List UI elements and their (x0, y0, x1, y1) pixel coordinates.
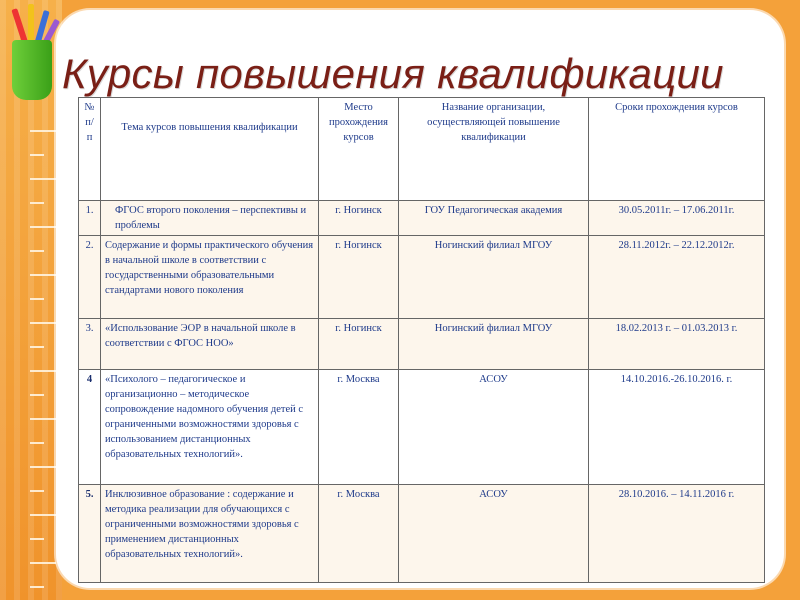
row-org: Ногинский филиал МГОУ (399, 319, 589, 370)
row-topic: Содержание и формы практического обучения в начальной школе в соответствии с государственными образовательными стандартами нового поколения (101, 236, 319, 319)
row-place: г. Москва (319, 485, 399, 583)
row-org: ГОУ Педагогическая академия (399, 201, 589, 236)
row-dates: 28.10.2016. – 14.11.2016 г. (589, 485, 765, 583)
table-row (79, 370, 765, 485)
row-topic: «Психолого – педагогическое и организационно – методическое сопровождение надомного обучения детей с ограниченными возможностями здоровья с использованием дистанционных образовательных технологий». (101, 370, 319, 485)
row-org: АСОУ (399, 370, 589, 485)
ruler-decoration (30, 130, 34, 600)
header-topic: Тема курсов повышения квалификации (101, 98, 319, 201)
row-topic: Инклюзивное образование : содержание и методика реализации для обучающихся с ограниченными возможностями здоровья с применением дистанционных образовательных технологий». (101, 485, 319, 583)
table-row (79, 319, 765, 370)
row-dates: 18.02.2013 г. – 01.03.2013 г. (589, 319, 765, 370)
row-num: 3. (79, 319, 101, 370)
row-place: г. Москва (319, 370, 399, 485)
row-topic: ФГОС второго поколения – перспективы и проблемы (101, 201, 319, 236)
table-header-row (79, 98, 765, 201)
header-dates: Сроки прохождения курсов (589, 98, 765, 201)
row-place: г. Ногинск (319, 319, 399, 370)
row-num: 2. (79, 236, 101, 319)
courses-table (78, 97, 765, 583)
table-row (79, 236, 765, 319)
row-dates: 14.10.2016.-26.10.2016. г. (589, 370, 765, 485)
row-place: г. Ногинск (319, 236, 399, 319)
header-num: № п/п (79, 98, 101, 201)
row-num: 4 (79, 370, 101, 485)
row-org: Ногинский филиал МГОУ (399, 236, 589, 319)
row-dates: 30.05.2011г. – 17.06.2011г. (589, 201, 765, 236)
row-topic: «Использование ЭОР в начальной школе в соответствии с ФГОС НОО» (101, 319, 319, 370)
row-num: 5. (79, 485, 101, 583)
table-row (79, 485, 765, 583)
row-place: г. Ногинск (319, 201, 399, 236)
header-org: Название организации, осуществляющей повышение квалификации (399, 98, 589, 201)
row-num: 1. (79, 201, 101, 236)
row-dates: 28.11.2012г. – 22.12.2012г. (589, 236, 765, 319)
table-row (79, 201, 765, 236)
page-title: Курсы повышения квалификации (62, 50, 724, 97)
header-place: Место прохождения курсов (319, 98, 399, 201)
row-org: АСОУ (399, 485, 589, 583)
